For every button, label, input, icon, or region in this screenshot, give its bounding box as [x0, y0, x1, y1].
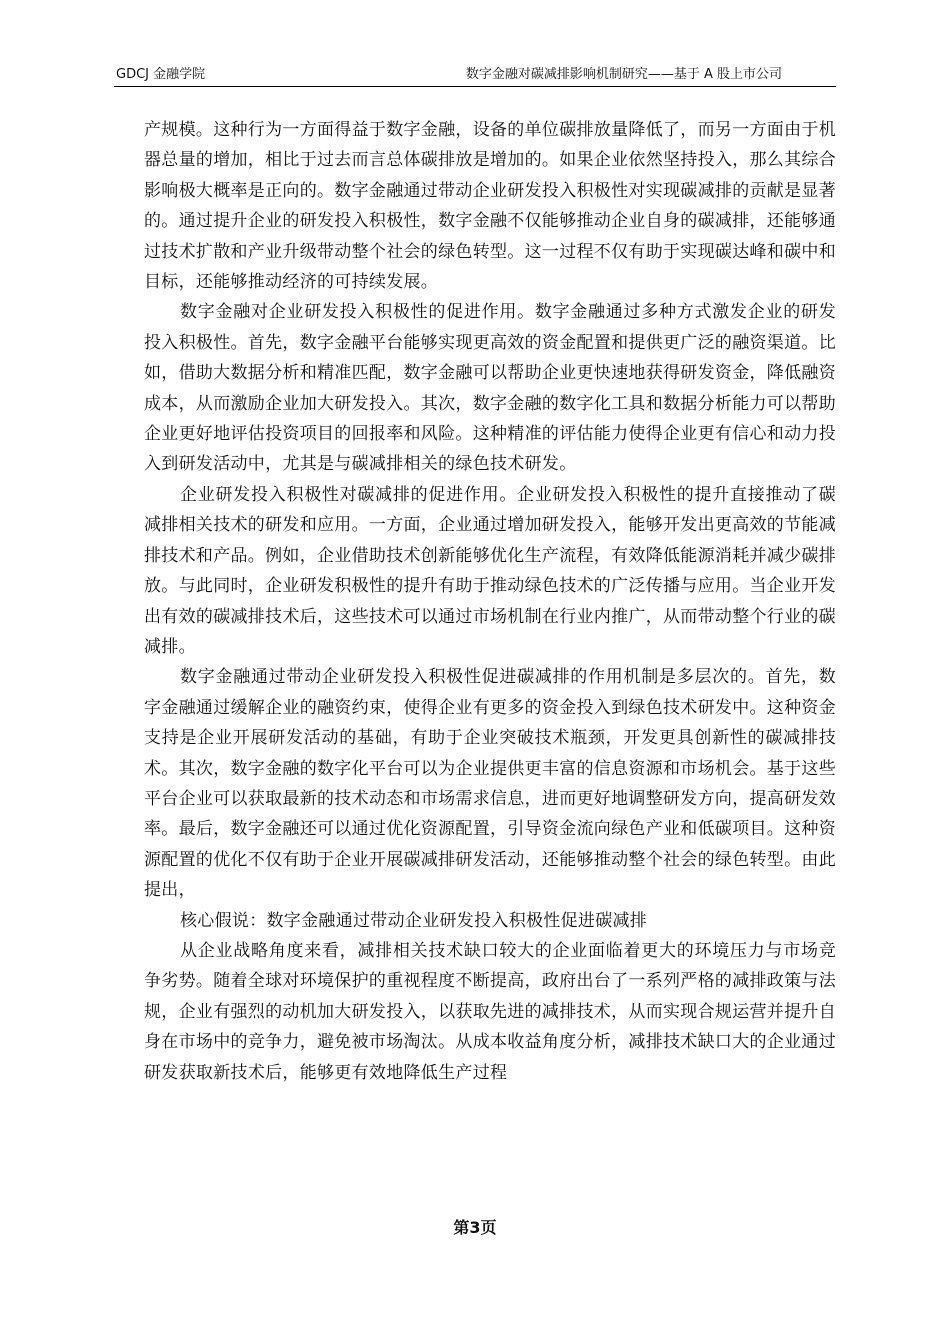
- body-paragraph: 企业研发投入积极性对碳减排的促进作用。企业研发投入积极性的提升直接推动了碳减排相关技术的研发和应用。一方面，企业通过增加研发投入，能够开发出更高效的节能减排技术和产品。例如，企业借助技术创新能够优化生产流程，有效降低能源消耗并减少碳排放。与此同时，企业研发积极性的提升有助于推动绿色技术的广泛传播与应用。当企业开发出有效的碳减排技术后，这些技术可以通过市场机制在行业内推广，从而带动整个行业的碳减排。: [144, 484, 836, 657]
- body-paragraph: 数字金融对企业研发投入积极性的促进作用。数字金融通过多种方式激发企业的研发投入积极性。首先，数字金融平台能够实现更高效的资金配置和提供更广泛的融资渠道。比如，借助大数据分析和精准匹配，数字金融可以帮助企业更快速地获得研发资金，降低融资成本，从而激励企业加大研发投入。其次，数字金融的数字化工具和数据分析能力可以帮助企业更好地评估投资项目的回报率和风险。这种精准的评估能力使得企业更有信心和动力投入到研发活动中，尤其是与碳减排相关的绿色技术研发。: [144, 302, 836, 475]
- document-body: [144, 115, 836, 1088]
- page-number: 第3页: [453, 1218, 497, 1237]
- core-hypothesis: 核心假说：数字金融通过带动企业研发投入积极性促进碳减排: [180, 910, 648, 931]
- header-document-title: 数字金融对碳减排影响机制研究——基于 A 股上市公司: [465, 67, 782, 82]
- header-institution: GDCJ 金融学院: [116, 67, 206, 82]
- body-paragraph: 产规模。这种行为一方面得益于数字金融，设备的单位碳排放量降低了，而另一方面由于机器总量的增加，相比于过去而言总体碳排放是增加的。如果企业依然坚持投入，那么其综合影响极大概率是正向的。数字金融通过带动企业研发投入积极性对实现碳减排的贡献是显著的。通过提升企业的研发投入积极性，数字金融不仅能够推动企业自身的碳减排，还能够通过技术扩散和产业升级带动整个社会的绿色转型。这一过程不仅有助于实现碳达峰和碳中和目标，还能够推动经济的可持续发展。: [144, 120, 836, 293]
- body-paragraph: 从企业战略角度来看，减排相关技术缺口较大的企业面临着更大的环境压力与市场竞争劣势。随着全球对环境保护的重视程度不断提高，政府出台了一系列严格的减排政策与法规，企业有强烈的动机加大研发投入，以获取先进的减排技术，从而实现合规运营并提升自身在市场中的竞争力，避免被市场淘汰。从成本收益角度分析，减排技术缺口大的企业通过研发获取新技术后，能够更有效地降低生产过程: [144, 940, 836, 1083]
- body-paragraph: 数字金融通过带动企业研发投入积极性促进碳减排的作用机制是多层次的。首先，数字金融通过缓解企业的融资约束，使得企业有更多的资金投入到绿色技术研发中。这种资金支持是企业开展研发活动的基础，有助于企业突破技术瓶颈，开发更具创新性的碳减排技术。其次，数字金融的数字化平台可以为企业提供更丰富的信息资源和市场机会。基于这些平台企业可以获取最新的技术动态和市场需求信息，进而更好地调整研发方向，提高研发效率。最后，数字金融还可以通过优化资源配置，引导资金流向绿色产业和低碳项目。这种资源配置的优化不仅有助于企业开展碳减排研发活动，还能够推动整个社会的绿色转型。由此提出，: [144, 667, 836, 901]
- page-header: [114, 66, 836, 87]
